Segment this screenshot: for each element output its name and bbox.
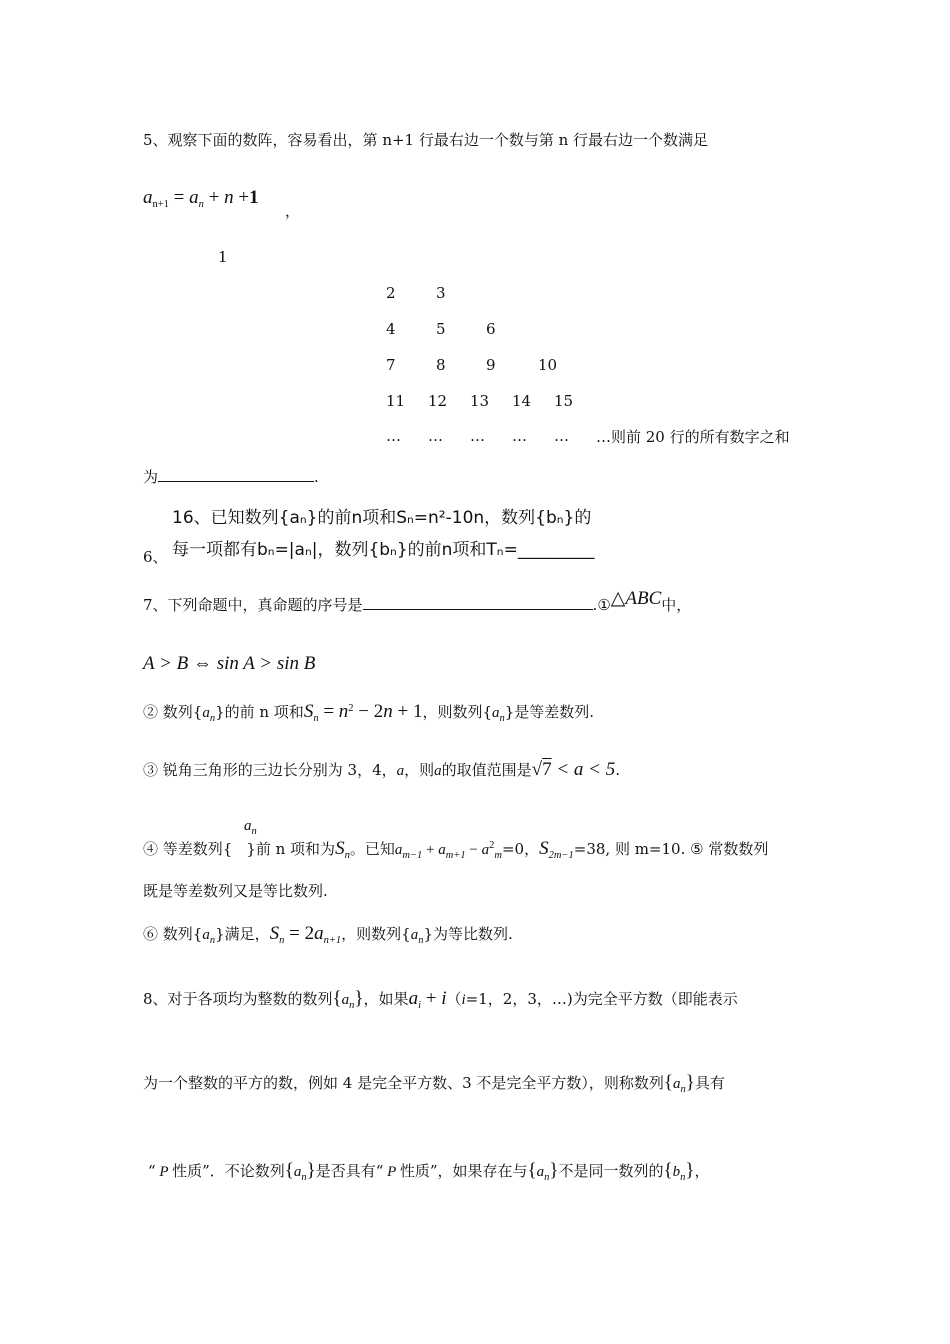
triangle-cell: 5 [436,320,446,338]
q6-number: 6、 [143,548,168,566]
triangle-cell: 3 [436,284,446,302]
q5-trail: …则前 20 行的所有数字之和 [596,428,790,446]
q7-prop3: ③ 锐角三角形的三边长分别为 3，4，a，则a的取值范围是√7 < a < 5. [143,759,621,780]
q6-line2: 每一项都有bₙ=|aₙ|，数列{bₙ}的前n项和Tₙ=_________ [172,540,595,560]
triangle-cell: … [386,427,401,445]
q5-answer-line: 为 . [143,468,319,486]
q8-line2: 为一个整数的平方的数，例如 4 是完全平方数、3 不是完全平方数），则称数列$\{a_n\}$具有 [143,1072,725,1095]
triangle-cell: … [554,427,569,445]
triangle-cell: … [512,427,527,445]
q6-line1: 16、已知数列{aₙ}的前n项和Sₙ=n²-10n，数列{bₙ}的 [172,508,592,528]
q7-prop6: ⑥ 数列$\{a_n\}$满足，$S_n = 2a_{n+1}$，则数列$\{a_n\}$为等比数列. [143,923,513,946]
q7-prop2: ② 数列$\{a_n\}$的前 n 项和$S_n = n^2 - 2n + 1$，则数列$\{a_n\}$是等差数列. [143,701,595,724]
triangle-cell: 4 [386,320,396,338]
q5-formula: $a_{n+1} = a_n + n +1$ [143,187,259,210]
triangle-cell: 8 [436,356,446,374]
triangle-cell: 6 [486,320,496,338]
q5-line1: 5、观察下面的数阵，容易看出，第 n+1 行最右边一个数与第 n 行最右边一个数满足 [143,131,709,149]
triangle-cell: 14 [512,392,532,410]
triangle-cell: 15 [554,392,574,410]
triangle-cell: 2 [386,284,396,302]
q7-prop5: 既是等差数列又是等比数列. [143,882,328,900]
q7-prop4: ④ 等差数列{ }前 n 项和为$S_n$。已知$a_{m-1} + a_{m+1} - a^2_m=0$，$S_{2m-1}=38$, 则 m=10. ⑤ 常数数列 [143,838,769,861]
triangle-cell: 10 [538,356,558,374]
q7-a-n-top: $a_n$ [244,818,257,837]
q8-line1: 8、对于各项均为整数的数列$\{a_n\}$，如果$a_i + i(i=1$，2，3，…)为完全平方数（即能表示 [143,988,738,1011]
q8-line3: “ P 性质”．不论数列$\{a_n\}$是否具有“ P 性质”，如果存在与$\{a_n\}$不是同一数列的$\{b_n\}$， [148,1160,710,1183]
triangle-cell: 13 [470,392,490,410]
q7-formula1: A > B ⇔ sin A > sin B [143,653,316,674]
triangle-cell: 11 [386,392,406,410]
triangle-cell: 1 [218,248,228,266]
triangle-cell: 12 [428,392,448,410]
triangle-cell: 9 [486,356,496,374]
triangle-cell: 7 [386,356,396,374]
triangle-cell: … [470,427,485,445]
q5-comma: ， [285,202,301,220]
triangle-cell: … [428,427,443,445]
q7-line1: 7、下列命题中，真命题的序号是 .①△ABC中， [143,588,692,614]
